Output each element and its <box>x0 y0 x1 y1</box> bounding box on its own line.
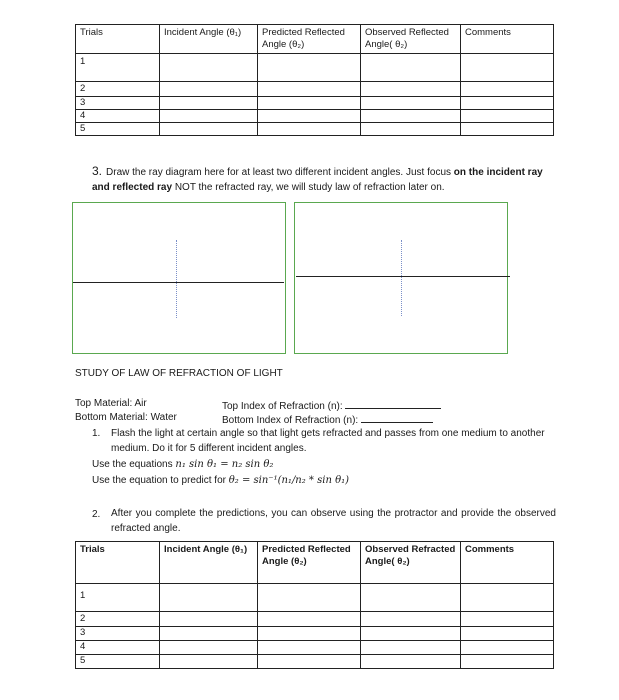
snells-law-equation: n₁ sin θ₁ = n₂ sin θ₂ <box>175 459 274 470</box>
observed-cell[interactable] <box>361 641 461 655</box>
observed-cell[interactable] <box>361 97 461 110</box>
incident-cell[interactable] <box>160 82 258 97</box>
header-predicted-reflected: Predicted Reflected Angle (θ₂) <box>258 542 361 584</box>
interface-line-left <box>73 282 284 283</box>
instruction-text-start: Draw the ray diagram here for at least two different incident angles. Just focus <box>106 167 454 178</box>
predicted-cell[interactable] <box>258 612 361 627</box>
header-observed-reflected: Observed Reflected Angle( θ₂) <box>361 25 461 54</box>
trial-number: 4 <box>76 110 160 123</box>
predicted-cell[interactable] <box>258 82 361 97</box>
predicted-cell[interactable] <box>258 97 361 110</box>
predicted-cell[interactable] <box>258 655 361 669</box>
trial-number: 5 <box>76 655 160 669</box>
header-comments: Comments <box>461 542 554 584</box>
comments-cell[interactable] <box>461 97 554 110</box>
normal-line-right <box>401 240 402 316</box>
trial-number: 1 <box>76 54 160 82</box>
predicted-cell[interactable] <box>258 584 361 612</box>
header-observed-refracted: Observed Refracted Angle( θ₂) <box>361 542 461 584</box>
trial-number: 2 <box>76 82 160 97</box>
header-incident-angle: Incident Angle (θ₁) <box>160 25 258 54</box>
step2-number: 2. <box>92 509 101 520</box>
incident-cell[interactable] <box>160 123 258 136</box>
top-index-label <box>222 398 441 413</box>
predicted-cell[interactable] <box>258 627 361 641</box>
comments-cell[interactable] <box>461 54 554 82</box>
table-row <box>76 655 554 669</box>
header-incident-angle: Incident Angle (θ₁) <box>160 542 258 584</box>
predicted-cell[interactable] <box>258 110 361 123</box>
header-trials: Trials <box>76 25 160 54</box>
ray-diagram-box-left[interactable] <box>72 202 286 354</box>
trial-number: 3 <box>76 627 160 641</box>
incident-cell[interactable] <box>160 54 258 82</box>
incident-cell[interactable] <box>160 584 258 612</box>
predicted-cell[interactable] <box>258 641 361 655</box>
step1-number: 1. <box>92 428 101 439</box>
trial-number: 3 <box>76 97 160 110</box>
step2-text: After you complete the predictions, you can observe using the protractor and provide the observed refracted angle. <box>111 508 556 534</box>
observed-cell[interactable] <box>361 54 461 82</box>
equation-2-label: Use the equation to predict for <box>92 475 226 486</box>
comments-cell[interactable] <box>461 641 554 655</box>
top-index-blank[interactable] <box>345 398 441 409</box>
comments-cell[interactable] <box>461 110 554 123</box>
observed-cell[interactable] <box>361 627 461 641</box>
header-predicted-reflected: Predicted Reflected Angle (θ₂) <box>258 25 361 54</box>
table-row <box>76 584 554 612</box>
incident-cell[interactable] <box>160 612 258 627</box>
incident-cell[interactable] <box>160 97 258 110</box>
header-trials: Trials <box>76 542 160 584</box>
instruction-text-bold: on the incident ray and reflected ray <box>92 167 543 193</box>
instruction-text-end: NOT the refracted ray, we will study law of refraction later on. <box>172 182 445 193</box>
comments-cell[interactable] <box>461 655 554 669</box>
incident-cell[interactable] <box>160 655 258 669</box>
reflection-table <box>75 24 554 136</box>
incident-cell[interactable] <box>160 627 258 641</box>
table-row <box>76 627 554 641</box>
bottom-material: Bottom Material: Water <box>75 412 177 423</box>
ray-diagram-instruction <box>92 164 562 195</box>
equation-line-1 <box>92 459 273 471</box>
comments-cell[interactable] <box>461 584 554 612</box>
table-row <box>76 110 554 123</box>
comments-cell[interactable] <box>461 627 554 641</box>
bottom-index-blank[interactable] <box>361 412 433 423</box>
table-row <box>76 54 554 82</box>
observed-cell[interactable] <box>361 123 461 136</box>
observed-cell[interactable] <box>361 82 461 97</box>
equation-1-label: Use the equations <box>92 459 173 470</box>
table-row <box>76 123 554 136</box>
prediction-equation: θ₂ = sin⁻¹(n₁/n₂ * sin θ₁) <box>228 475 349 486</box>
incident-cell[interactable] <box>160 641 258 655</box>
equation-line-2 <box>92 475 349 487</box>
trial-number: 4 <box>76 641 160 655</box>
predicted-cell[interactable] <box>258 123 361 136</box>
bottom-index-text: Bottom Index of Refraction (n): <box>222 415 359 426</box>
observed-cell[interactable] <box>361 110 461 123</box>
trial-number: 5 <box>76 123 160 136</box>
comments-cell[interactable] <box>461 82 554 97</box>
top-material: Top Material: Air <box>75 398 147 409</box>
bottom-index-label <box>222 412 433 427</box>
top-index-text: Top Index of Refraction (n): <box>222 401 343 412</box>
table-row <box>76 82 554 97</box>
incident-cell[interactable] <box>160 110 258 123</box>
table-row <box>76 641 554 655</box>
comments-cell[interactable] <box>461 612 554 627</box>
step1-text: Flash the light at certain angle so that light gets refracted and passes from one medium to another medium. Do it for 5 different incident angles. <box>111 428 545 454</box>
interface-line-right <box>296 276 510 277</box>
normal-line-left <box>176 240 177 318</box>
header-comments: Comments <box>461 25 554 54</box>
observed-cell[interactable] <box>361 584 461 612</box>
section-title: STUDY OF LAW OF REFRACTION OF LIGHT <box>75 368 283 379</box>
refraction-table <box>75 541 554 669</box>
comments-cell[interactable] <box>461 123 554 136</box>
trial-number: 1 <box>76 584 160 612</box>
observed-cell[interactable] <box>361 655 461 669</box>
predicted-cell[interactable] <box>258 54 361 82</box>
trial-number: 2 <box>76 612 160 627</box>
table-row <box>76 97 554 110</box>
observed-cell[interactable] <box>361 612 461 627</box>
table-row <box>76 612 554 627</box>
item-number: 3. <box>92 164 103 178</box>
